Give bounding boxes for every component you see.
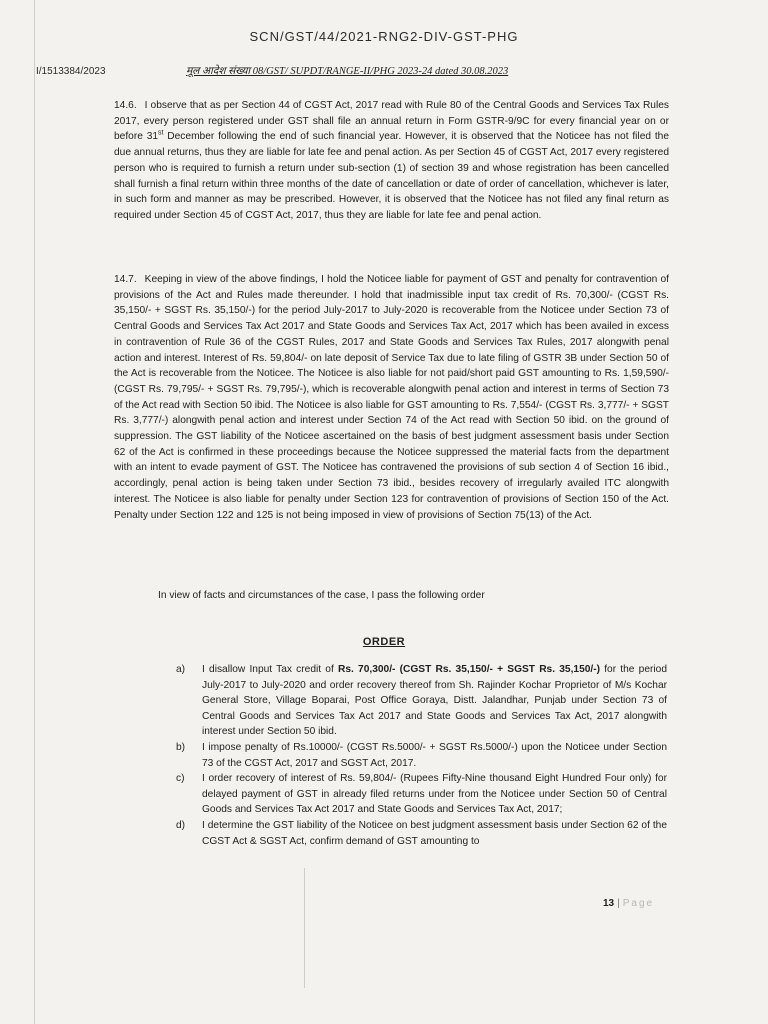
scan-margin-line [34, 0, 35, 1024]
order-reference: मूल आदेश संख्या 08/GST/ SUPDT/RANGE-II/PHG 2023-24 dated 30.08.2023 [186, 66, 509, 77]
paragraph-14-6 [114, 98, 669, 224]
order-list [170, 662, 667, 849]
item-text: I order recovery of interest of Rs. 59,804/- (Rupees Fifty-Nine thousand Eight Hundred Four only) for delayed payment of GST in already filed returns under from the Noticee under Section 50 of Central Goods and Services Tax Act 2017 and State Goods and Services Tax Act, 2017; [202, 773, 667, 816]
page-separator: | [617, 898, 620, 909]
order-item-a [170, 662, 667, 740]
page-word: Page [622, 898, 655, 909]
paragraph-number: 14.6. [114, 100, 137, 111]
order-item-d [170, 818, 667, 849]
item-label: d) [176, 819, 186, 831]
paragraph-text: I observe that as per Section 44 of CGST Act, 2017 read with Rule 80 of the Central Goods and Services Tax Rules 2017, every person registered under GST shall file an annual return in Form GSTR-9/9C for every financial year on or before 31 [114, 100, 669, 143]
order-heading: ORDER [362, 636, 406, 648]
order-item-b [170, 740, 667, 771]
item-text-bold: Rs. 70,300/- (CGST Rs. 35,150/- + SGST Rs. 35,150/-) [337, 664, 601, 675]
ordinal-suffix: st [158, 130, 164, 138]
scan-crease-line [304, 868, 305, 988]
paragraph-text: Keeping in view of the above findings, I hold the Noticee liable for payment of GST and penalty for contravention of provisions of the Act and Rules made thereunder. I hold that inadmissible input tax credit of Rs. 70,300/- (CGST Rs. 35,150/- + SGST Rs. 35,150/-) for the period July-2017 to July-2020 is recoverable from the Noticee under Section 73 of Central Goods and Services Tax Act 2017 and State Goods and Services Tax Act, 2017 which has been availed in excess in contravention of Rule 36 of the CGST Rules, 2017 and State Goods and Services Tax Rules, 2017 alongwith penal action and interest. Interest of Rs. 59,804/- on late deposit of Service Tax due to late filing of GSTR 3B under Section 50 of the Act is recoverable from the Noticee. The Noticee is also liable for not paid/short paid GST amounting to Rs. 1,59,590/- (CGST Rs. 79,795/- + SGST Rs. 79,795/-), which is recoverable alongwith penal action and interest in terms of Section 73 of the Act read with Section 50 ibid. The Noticee is also liable for GST amounting to Rs. 7,554/- (CGST Rs. 3,777/- + SGST Rs. 3,777/-) alongwith penal action and interest under Section 74 of the Act read with Section 50 ibid. on the ground of suppression. The GST liability of the Noticee ascertained on the basis of best judgment assessment basis under Section 62 of the Act is confirmed in these proceedings because the Noticee suppressed the material facts from the department with an intent to evade payment of GST. The Noticee has contravened the provisions of sub section 4 of Section 16 ibid., accordingly, penal action is being taken under Section 73 ibid., besides recovery of irregularly availed ITC alongwith interest. The Noticee is also liable for penalty under Section 123 for contravention of provisions of Section 150 of the Act. Penalty under Section 122 and 125 is not being imposed in view of provisions of Section 75(13) of the Act. [114, 274, 669, 521]
item-text: I disallow Input Tax credit of [202, 664, 338, 675]
paragraph-text-continued: December following the end of such financial year. However, it is observed that the Noticee has not filed the due annual returns, thus they are liable for late fee and penal action. As per Section 45 of CGST Act, 2017 every registered person who is required to furnish a return under sub-section (1) of section 39 and whose registration has been cancelled shall furnish a final return within three months of the date of cancellation or date of order of cancellation, whichever is later, in such form and manner as may be prescribed. However, it is observed that the Noticee has not filed any final return as required under Section 45 of CGST Act, 2017, thus they are liable for late fee and penal action. [114, 131, 669, 221]
item-label: a) [176, 664, 186, 675]
item-label: b) [176, 741, 186, 753]
item-label: c) [176, 773, 185, 785]
page-footer [603, 898, 654, 909]
page-number: 13 [603, 898, 615, 909]
notice-code: SCN/GST/44/2021-RNG2-DIV-GST-PHG [249, 29, 519, 44]
item-text: I impose penalty of Rs.10000/- (CGST Rs.5000/- + SGST Rs.5000/-) upon the Noticee under Section 73 of the CGST Act, 2017 and SGST Act, 2017. [202, 741, 667, 769]
file-reference: I/1513384/2023 [36, 66, 106, 77]
item-text: I determine the GST liability of the Noticee on best judgment assessment basis under Section 62 of the CGST Act & SGST Act, confirm demand of GST amounting to [202, 819, 667, 847]
order-intro: In view of facts and circumstances of the case, I pass the following order [158, 590, 485, 601]
paragraph-14-7 [114, 272, 669, 523]
paragraph-number: 14.7. [114, 274, 137, 285]
item-text-rest: for the period July-2017 to July-2020 and order recovery thereof from Sh. Rajinder Kochar Proprietor of M/s Kochar General Store, Village Boparai, Post Office Goraya, Distt. Jalandhar, Punjab under Section 73 of Central Goods and Services Tax Act 2017 and State Goods and Services Tax Act, 2017 alongwith interest under Section 50 ibid. [202, 664, 667, 738]
order-item-c [170, 771, 667, 818]
